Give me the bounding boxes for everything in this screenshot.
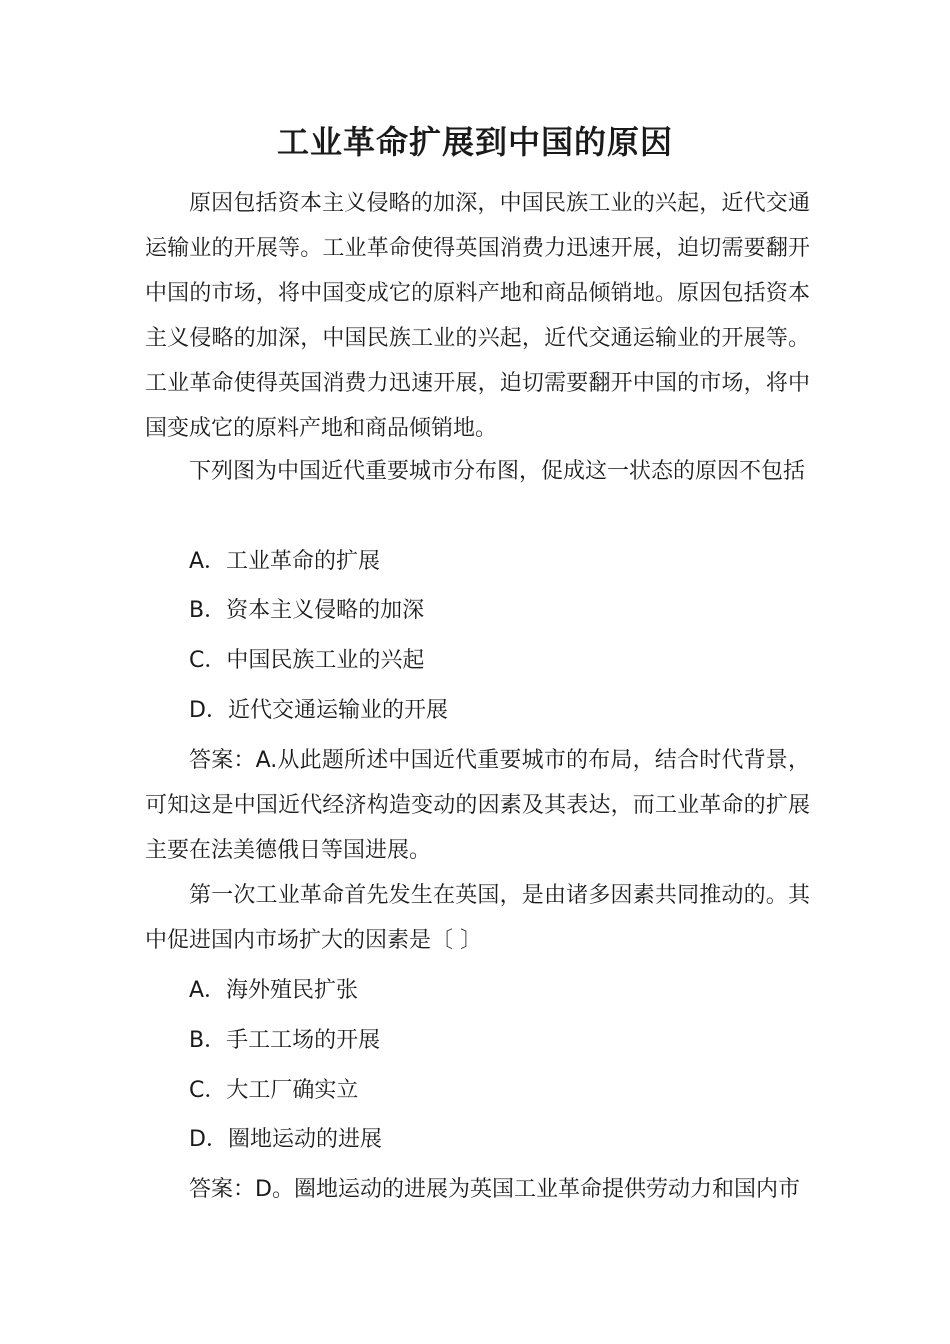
question-1-option-a: A．工业革命的扩展 — [189, 549, 381, 574]
question-1-answer: 答案：A.从此题所述中国近代重要城市的布局，结合时代背景，可知这是中国近代经济构造变动的因素及其表达，而工业革命的扩展主要在法美德俄日等国进展。 — [145, 748, 810, 863]
intro-paragraph: 原因包括资本主义侵略的加深，中国民族工业的兴起，近代交通运输业的开展等。工业革命使得英国消费力迅速开展，迫切需要翻开中国的市场，将中国变成它的原料产地和商品倾销地。原因包括资本主义侵略的加深，中国民族工业的兴起，近代交通运输业的开展等。工业革命使得英国消费力迅速开展，迫切需要翻开中国的市场，将中国变成它的原料产地和商品倾销地。 — [145, 191, 810, 441]
question-1-option-b: B．资本主义侵略的加深 — [189, 598, 425, 623]
document-title: 工业革命扩展到中国的原因 — [276, 123, 673, 161]
question-2-option-d: D．圈地运动的进展 — [189, 1127, 382, 1152]
question-2-option-b: B．手工工场的开展 — [189, 1028, 381, 1053]
question-2-stem: 第一次工业革命首先发生在英国，是由诸多因素共同推动的。其中促进国内市场扩大的因素是〔 〕 — [145, 883, 810, 953]
question-2-answer: 答案：D。圈地运动的进展为英国工业革命提供劳动力和国内市 — [189, 1177, 800, 1202]
question-1-option-c: C．中国民族工业的兴起 — [189, 648, 425, 673]
question-2-option-a: A．海外殖民扩张 — [189, 978, 359, 1003]
question-1-option-d: D．近代交通运输业的开展 — [189, 698, 448, 723]
question-1-stem: 下列图为中国近代重要城市分布图，促成这一状态的原因不包括 — [189, 459, 806, 484]
question-2-option-c: C．大工厂确实立 — [189, 1078, 359, 1103]
